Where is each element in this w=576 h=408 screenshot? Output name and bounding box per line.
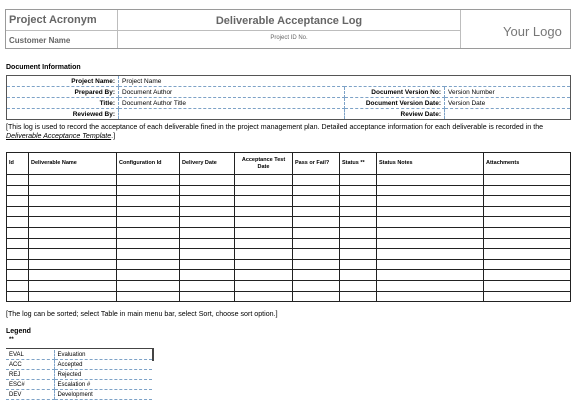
table-cell[interactable]	[377, 227, 484, 238]
table-cell[interactable]	[180, 291, 235, 302]
table-cell[interactable]	[293, 185, 340, 196]
table-cell[interactable]	[484, 270, 571, 281]
table-cell[interactable]	[377, 217, 484, 228]
intro-note-end: .]	[111, 132, 116, 140]
table-row	[7, 291, 571, 302]
table-cell[interactable]	[235, 227, 293, 238]
table-cell[interactable]	[377, 175, 484, 186]
table-cell[interactable]	[7, 270, 29, 281]
table-cell[interactable]	[340, 280, 377, 291]
table-cell[interactable]	[180, 196, 235, 207]
col-status-notes[interactable]: Status Notes	[377, 153, 484, 175]
table-cell[interactable]	[180, 238, 235, 249]
table-cell[interactable]	[235, 217, 293, 228]
table-cell[interactable]	[117, 238, 180, 249]
reviewed-by-value[interactable]	[119, 109, 345, 120]
table-cell[interactable]	[293, 270, 340, 281]
table-cell[interactable]	[484, 185, 571, 196]
table-cell[interactable]	[484, 196, 571, 207]
table-cell[interactable]	[117, 280, 180, 291]
legend-meaning: Development	[54, 390, 152, 400]
table-cell[interactable]	[293, 259, 340, 270]
title-value[interactable]: Document Author Title	[119, 98, 345, 109]
table-cell[interactable]	[117, 217, 180, 228]
document-information-heading: Document Information	[6, 64, 81, 71]
info-row-project-name	[7, 76, 571, 87]
legend-code: DEV	[6, 390, 54, 400]
table-cell[interactable]	[340, 270, 377, 281]
col-delivery-date[interactable]: Delivery Date	[180, 153, 235, 175]
table-cell[interactable]	[293, 238, 340, 249]
table-cell[interactable]	[340, 291, 377, 302]
header-divider-right	[460, 10, 461, 48]
table-cell[interactable]	[235, 280, 293, 291]
logo: Your Logo	[503, 24, 562, 39]
table-cell[interactable]	[117, 249, 180, 260]
project-name-label: Project Name:	[7, 76, 119, 87]
table-cell[interactable]	[340, 227, 377, 238]
table-cell[interactable]	[180, 249, 235, 260]
table-cell[interactable]	[293, 291, 340, 302]
table-cell[interactable]	[235, 270, 293, 281]
table-cell[interactable]	[7, 259, 29, 270]
table-cell[interactable]	[180, 206, 235, 217]
template-link[interactable]: Deliverable Acceptance Template	[6, 132, 112, 140]
prepared-by-label: Prepared By:	[7, 87, 119, 98]
table-cell[interactable]	[377, 280, 484, 291]
table-cell[interactable]	[377, 196, 484, 207]
legend-meaning: Accepted	[54, 360, 152, 370]
table-cell[interactable]	[29, 227, 117, 238]
table-cell[interactable]	[484, 217, 571, 228]
legend-code: ACC	[6, 360, 54, 370]
table-cell[interactable]	[235, 196, 293, 207]
table-cell[interactable]	[293, 217, 340, 228]
table-cell[interactable]	[29, 196, 117, 207]
table-cell[interactable]	[484, 280, 571, 291]
table-cell[interactable]	[117, 196, 180, 207]
table-cell[interactable]	[7, 291, 29, 302]
table-cell[interactable]	[340, 249, 377, 260]
table-cell[interactable]	[293, 196, 340, 207]
legend-heading: Legend	[6, 328, 31, 335]
info-row-prepared-by	[7, 87, 571, 98]
project-id: Project ID No.	[270, 35, 308, 41]
table-cell[interactable]	[180, 217, 235, 228]
col-acceptance-test-date[interactable]: Acceptance Test Date	[235, 153, 293, 175]
customer-name: Customer Name	[9, 36, 71, 45]
table-cell[interactable]	[29, 238, 117, 249]
table-cell[interactable]	[7, 249, 29, 260]
table-cell[interactable]	[29, 206, 117, 217]
sort-note: [The log can be sorted; select Table in main menu bar, select Sort, choose sort option.]	[6, 310, 278, 318]
table-cell[interactable]	[117, 227, 180, 238]
legend-row	[6, 390, 152, 400]
table-cell[interactable]	[7, 227, 29, 238]
table-cell[interactable]	[340, 238, 377, 249]
table-cell[interactable]	[377, 259, 484, 270]
table-cell[interactable]	[180, 270, 235, 281]
table-cell[interactable]	[293, 249, 340, 260]
table-cell[interactable]	[7, 196, 29, 207]
table-cell[interactable]	[29, 259, 117, 270]
legend-row	[6, 370, 152, 380]
document-information-table	[6, 75, 571, 120]
review-date-value[interactable]	[445, 109, 571, 120]
table-cell[interactable]	[180, 227, 235, 238]
table-row	[7, 259, 571, 270]
table-cell[interactable]	[117, 206, 180, 217]
legend-meaning: Rejected	[54, 370, 152, 380]
table-cell[interactable]	[180, 259, 235, 270]
table-cell[interactable]	[117, 185, 180, 196]
doc-version-no-value[interactable]: Version Number	[445, 87, 571, 98]
log-header-row	[7, 153, 571, 175]
deliverable-log-table	[6, 152, 571, 302]
table-cell[interactable]	[29, 217, 117, 228]
legend-row	[6, 360, 152, 370]
table-cell[interactable]	[293, 175, 340, 186]
table-cell[interactable]	[235, 185, 293, 196]
table-cell[interactable]	[117, 270, 180, 281]
table-cell[interactable]	[235, 291, 293, 302]
legend-meaning: Escalation #	[54, 380, 152, 390]
table-cell[interactable]	[7, 217, 29, 228]
table-cell[interactable]	[7, 175, 29, 186]
doc-version-date-value[interactable]: Version Date	[445, 98, 571, 109]
table-row	[7, 270, 571, 281]
table-cell[interactable]	[340, 196, 377, 207]
table-cell[interactable]	[235, 206, 293, 217]
col-configuration-id[interactable]: Configuration Id	[117, 153, 180, 175]
legend-header-rule	[6, 348, 154, 349]
table-row	[7, 217, 571, 228]
intro-note-text: [This log is used to record the acceptance of each deliverable fined in the project management plan. Detailed acceptance information for each deliverable is recorded in the	[6, 123, 544, 131]
table-cell[interactable]	[117, 259, 180, 270]
table-row	[7, 280, 571, 291]
table-row	[7, 238, 571, 249]
table-cell[interactable]	[377, 249, 484, 260]
table-cell[interactable]	[377, 185, 484, 196]
review-date-label: Review Date:	[345, 109, 445, 120]
table-cell[interactable]	[293, 227, 340, 238]
table-cell[interactable]	[29, 249, 117, 260]
project-acronym: Project Acronym	[9, 14, 97, 26]
table-cell[interactable]	[340, 175, 377, 186]
legend-table	[6, 350, 152, 400]
legend-meaning: Evaluation	[54, 350, 152, 360]
info-row-reviewed-by	[7, 109, 571, 120]
col-deliverable-name[interactable]: Deliverable Name	[29, 153, 117, 175]
table-cell[interactable]	[484, 249, 571, 260]
col-status[interactable]: Status **	[340, 153, 377, 175]
legend-code: EVAL	[6, 350, 54, 360]
table-cell[interactable]	[484, 227, 571, 238]
reviewed-by-label: Reviewed By:	[7, 109, 119, 120]
table-cell[interactable]	[7, 238, 29, 249]
table-cell[interactable]	[377, 291, 484, 302]
legend-code: REJ	[6, 370, 54, 380]
table-cell[interactable]	[484, 206, 571, 217]
legend-code: ESC#	[6, 380, 54, 390]
table-row	[7, 175, 571, 186]
table-cell[interactable]	[180, 185, 235, 196]
table-row	[7, 249, 571, 260]
title-label: Title:	[7, 98, 119, 109]
table-row	[7, 206, 571, 217]
table-cell[interactable]	[293, 280, 340, 291]
table-cell[interactable]	[340, 185, 377, 196]
table-cell[interactable]	[29, 280, 117, 291]
table-cell[interactable]	[235, 249, 293, 260]
table-cell[interactable]	[484, 259, 571, 270]
project-name-value[interactable]: Project Name	[119, 76, 571, 87]
table-row	[7, 185, 571, 196]
table-cell[interactable]	[29, 175, 117, 186]
table-cell[interactable]	[293, 206, 340, 217]
table-cell[interactable]	[377, 206, 484, 217]
doc-version-date-label: Document Version Date:	[345, 98, 445, 109]
legend-body	[6, 350, 152, 400]
table-cell[interactable]	[484, 291, 571, 302]
col-pass-or-fail[interactable]: Pass or Fail?	[293, 153, 340, 175]
table-cell[interactable]	[180, 175, 235, 186]
legend-row	[6, 350, 152, 360]
table-cell[interactable]	[235, 238, 293, 249]
log-title: Deliverable Acceptance Log	[215, 15, 363, 27]
table-cell[interactable]	[377, 238, 484, 249]
table-cell[interactable]	[377, 270, 484, 281]
table-cell[interactable]	[29, 291, 117, 302]
col-attachments[interactable]: Attachments	[484, 153, 571, 175]
table-cell[interactable]	[340, 259, 377, 270]
table-cell[interactable]	[235, 259, 293, 270]
table-row	[7, 196, 571, 207]
intro-note	[6, 123, 572, 141]
table-cell[interactable]	[7, 280, 29, 291]
table-cell[interactable]	[7, 185, 29, 196]
legend-row	[6, 380, 152, 390]
info-row-title	[7, 98, 571, 109]
table-cell[interactable]	[484, 175, 571, 186]
table-cell[interactable]	[340, 217, 377, 228]
col-id[interactable]: Id	[7, 153, 29, 175]
legend-header-mark: **	[9, 337, 14, 343]
table-cell[interactable]	[235, 175, 293, 186]
table-cell[interactable]	[180, 280, 235, 291]
table-cell[interactable]	[29, 270, 117, 281]
doc-version-no-label: Document Version No:	[345, 87, 445, 98]
header-divider-middle	[6, 30, 460, 31]
table-row	[7, 227, 571, 238]
table-cell[interactable]	[117, 291, 180, 302]
legend-right-edge	[152, 349, 154, 361]
table-cell[interactable]	[7, 206, 29, 217]
table-cell[interactable]	[340, 206, 377, 217]
log-body	[7, 175, 571, 302]
table-cell[interactable]	[484, 238, 571, 249]
table-cell[interactable]	[117, 175, 180, 186]
prepared-by-value[interactable]: Document Author	[119, 87, 345, 98]
table-cell[interactable]	[29, 185, 117, 196]
